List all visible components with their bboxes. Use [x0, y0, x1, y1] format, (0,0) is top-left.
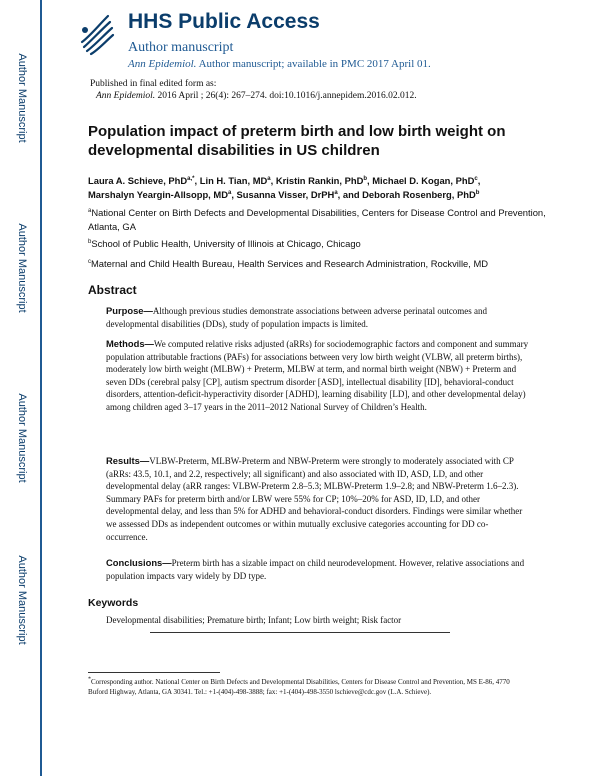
- author-name: Laura A. Schieve, PhD: [88, 175, 188, 186]
- sidebar-label: Author Manuscript: [16, 53, 28, 143]
- affiliation: [88, 206, 558, 234]
- affiliation-text: National Center on Birth Defects and Developmental Disabilities, Centers for Disease Control and Prevention, Atlanta, GA: [88, 207, 546, 232]
- author-affiliation-sup: a,*: [187, 175, 195, 182]
- section-label: Methods—: [106, 338, 154, 349]
- affiliation-sup: a: [88, 207, 92, 214]
- author-separator: ,: [477, 175, 481, 186]
- keywords-divider: [150, 632, 450, 633]
- author-list: [88, 174, 528, 202]
- author-separator: ,: [194, 175, 200, 186]
- author-name: Kristin Rankin, PhD: [275, 175, 364, 186]
- availability-line: [128, 58, 431, 70]
- author-name: Deborah Rosenberg, PhD: [362, 189, 476, 200]
- hhs-eagle-logo-icon: [76, 12, 116, 56]
- author-separator: , and: [337, 189, 363, 200]
- author-separator: ,: [231, 189, 237, 200]
- section-label: Conclusions—: [106, 557, 172, 568]
- availability-text: Author manuscript; available in PMC 2017 April 01.: [196, 58, 431, 70]
- abstract-methods: [106, 338, 530, 414]
- footnote-divider: [88, 672, 220, 673]
- keywords-heading: Keywords: [88, 597, 139, 609]
- section-label: Results—: [106, 455, 150, 466]
- author-affiliation-sup: a: [227, 189, 232, 196]
- keywords-text: Developmental disabilities; Premature birth; Infant; Low birth weight; Risk factor: [106, 615, 402, 625]
- section-label: Purpose—: [106, 305, 153, 316]
- author-affiliation-sup: b: [363, 175, 368, 182]
- header: [76, 10, 556, 74]
- availability-journal: Ann Epidemiol.: [128, 58, 197, 70]
- abstract-purpose: [106, 305, 530, 330]
- sidebar: [0, 0, 44, 776]
- abstract-heading: Abstract: [88, 283, 137, 297]
- author-affiliation-sup: b: [475, 189, 480, 196]
- author-separator: ,: [367, 175, 373, 186]
- abstract-results: [106, 455, 530, 543]
- citation-text: 2016 April ; 26(4): 267–274. doi:10.1016/j.annepidem.2016.02.012.: [155, 91, 417, 101]
- publication-info: [90, 78, 417, 102]
- sidebar-label: Author Manuscript: [16, 555, 28, 645]
- publication-citation: [90, 90, 417, 102]
- author-affiliation-sup: a: [267, 175, 271, 182]
- affiliation-sup: c: [88, 258, 91, 265]
- section-text: Preterm birth has a sizable impact on child neurodevelopment. However, relative associations and population impacts vary widely by DD type.: [106, 558, 525, 581]
- author-name: Michael D. Kogan, PhD: [372, 175, 475, 186]
- sidebar-label: Author Manuscript: [16, 223, 28, 313]
- footnote: [88, 678, 524, 697]
- publication-journal: Ann Epidemiol.: [96, 91, 156, 101]
- author-name: Lin H. Tian, MD: [199, 175, 268, 186]
- abstract-conclusions: [106, 557, 530, 582]
- author-affiliation-sup: a: [334, 189, 338, 196]
- affiliation: [88, 257, 558, 271]
- sidebar-divider: [40, 0, 42, 776]
- hhs-title: HHS Public Access: [128, 10, 320, 33]
- publication-label: Published in final edited form as:: [90, 79, 217, 89]
- section-text: VLBW-Preterm, MLBW-Preterm and NBW-Preterm were strongly to moderately associated with CP (aRRs: 43.5, 10.1, and 2.2, respectively; all significant) and also associated with ID, ASD, LD, and other developmental delay (aRR ranges: VLBW-Preterm 2.8–5.3; MLBW-Preterm 1.9–2.8; and NBW-Preterm 1.6–2.3). Summary PAFs for preterm birth and/or LBW were 55% for CP; 10%–20% for ASD, ID, LD, and other developmental delay, and less than 5% for ADHD and behavioral-conduct disorders. Findings were similar whether we assessed DDs as independent outcomes or within mutually exclusive categories accounting for DD co-occurrence.: [106, 456, 523, 542]
- article-title: Population impact of preterm birth and low birth weight on developmental disabilities in US children: [88, 123, 506, 159]
- author-name: Susanna Visser, DrPH: [236, 189, 335, 200]
- author-manuscript-label: Author manuscript: [128, 40, 234, 55]
- affiliation-text: Maternal and Child Health Bureau, Health Services and Research Administration, Rockville, MD: [91, 258, 489, 269]
- footnote-sup: *: [88, 676, 91, 683]
- footnote-text: Corresponding author. National Center on Birth Defects and Developmental Disabilities, Centers for Disease Control and Prevention, MS E-86, 4770 Buford Highway, Atlanta, GA 30341. Tel.: +1-(404)-498-3888; fax: +1-(404)-498-3550 lschieve@cdc.gov (L.A. Schieve).: [88, 678, 510, 696]
- author-name: Marshalyn Yeargin-Allsopp, MD: [88, 189, 228, 200]
- section-text: We computed relative risks adjusted (aRRs) for sociodemographic factors and component and summary population attributable fractions (PAFs) for associations between very low birth weight (VLBW, all preterm births), moderately low birth weight (MLBW) + Preterm, MLBW at term, and normal birth weight (NBW) + Preterm and seven DDs (cerebral palsy [CP], autism spectrum disorder [ASD], intellectual disability [ID], behavioral-conduct disorders, attention-deficit-hyperactivity disorder [ADHD], learning disability [LD], and other developmental delay) among children aged 3–17 years in the 2011–2012 National Survey of Children’s Health.: [106, 339, 529, 412]
- sidebar-label: Author Manuscript: [16, 393, 28, 483]
- affiliation-text: School of Public Health, University of Illinois at Chicago, Chicago: [91, 238, 361, 249]
- section-text: Although previous studies demonstrate associations between adverse perinatal outcomes and developmental disabilities (DDs), study of population impacts is limited.: [106, 306, 488, 329]
- affiliation-sup: b: [88, 238, 92, 245]
- author-affiliation-sup: c: [474, 175, 478, 182]
- affiliation: [88, 237, 558, 251]
- author-separator: ,: [270, 175, 276, 186]
